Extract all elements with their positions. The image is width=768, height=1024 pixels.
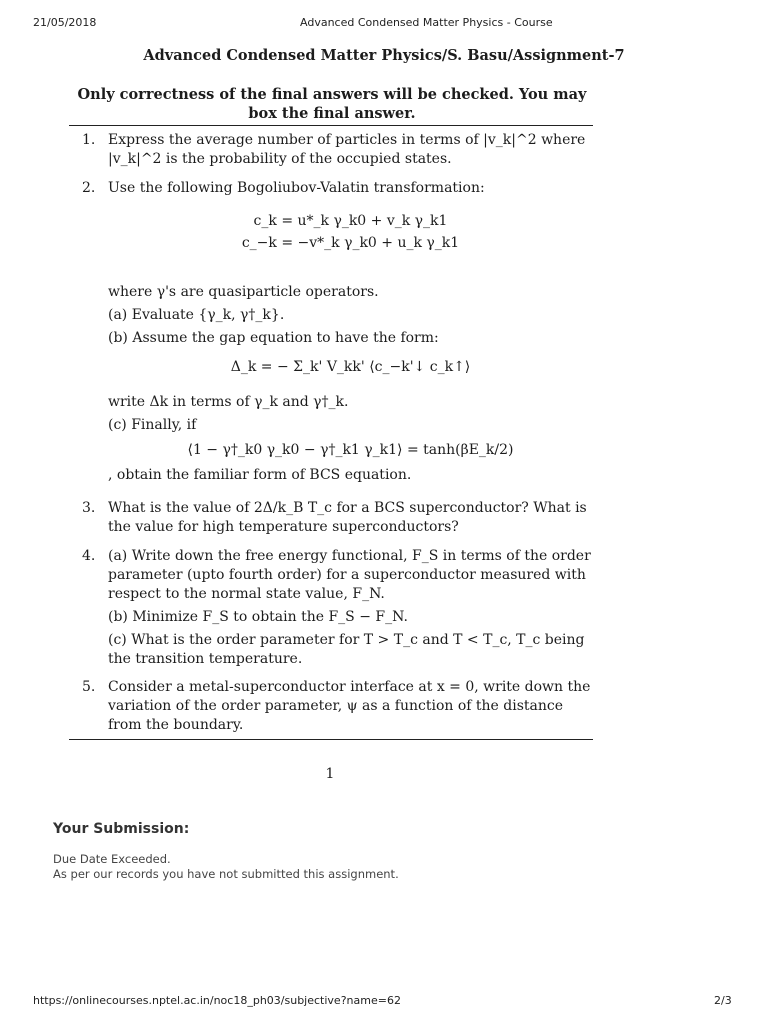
print-page-title: Advanced Condensed Matter Physics - Course <box>300 16 553 29</box>
question-part-b: (b) Minimize F_S to obtain the F_S − F_N. <box>108 609 408 625</box>
print-page-count: 2/3 <box>714 994 732 1007</box>
submission-heading: Your Submission: <box>53 821 190 837</box>
print-url: https://onlinecourses.nptel.ac.in/noc18_ph03/subjective?name=62 <box>33 994 401 1007</box>
gap-equation: Δ_k = − Σ_k' V_kk' ⟨c_−k'↓ c_k↑⟩ <box>230 359 471 375</box>
question-2 <box>82 179 593 485</box>
question-3 <box>82 499 593 537</box>
question-obtain: , obtain the familiar form of BCS equation. <box>108 467 412 483</box>
question-number: 2. <box>82 180 96 196</box>
question-text: Consider a metal-superconductor interface at x = 0, write down the variation of the order parameter, ψ as a function of the distance from the boundary. <box>108 679 591 733</box>
transformation-equation-1: c_k = u*_k γ_k0 + v_k γ_k1 <box>253 213 448 229</box>
bottom-rule <box>69 739 593 740</box>
question-number: 1. <box>82 132 96 148</box>
question-text: What is the value of 2Δ/k_B T_c for a BCS superconductor? What is the value for high temperature superconductors? <box>108 500 587 535</box>
question-where: where γ's are quasiparticle operators. <box>108 284 379 300</box>
submission-status: Due Date Exceeded. <box>53 852 171 866</box>
question-number: 3. <box>82 500 96 516</box>
question-intro: Use the following Bogoliubov-Valatin transformation: <box>108 180 485 196</box>
question-4 <box>82 547 593 669</box>
tanh-equation: ⟨1 − γ†_k0 γ_k0 − γ†_k1 γ_k1⟩ = tanh(βE_k/2) <box>187 442 514 458</box>
question-part-b: (b) Assume the gap equation to have the form: <box>108 330 439 346</box>
instruction-text: Only correctness of the final answers will be checked. You may box the final answer. <box>77 86 587 122</box>
question-number: 4. <box>82 548 96 564</box>
document-page-number: 1 <box>325 766 335 782</box>
question-5 <box>82 678 593 735</box>
question-part-c: (c) Finally, if <box>108 417 197 433</box>
top-rule <box>69 125 593 126</box>
transformation-equation-2: c_−k = −v*_k γ_k0 + u_k γ_k1 <box>241 235 460 251</box>
question-part-c: (c) What is the order parameter for T > T_c and T < T_c, T_c being the transition temperature. <box>108 632 585 667</box>
question-part-a: (a) Write down the free energy functional, F_S in terms of the order parameter (upto fourth order) for a superconductor measured with respect to the normal state value, F_N. <box>108 548 591 602</box>
question-write-delta: write Δk in terms of γ_k and γ†_k. <box>108 394 349 410</box>
question-1 <box>82 131 593 169</box>
submission-message: As per our records you have not submitted this assignment. <box>53 867 399 881</box>
print-date: 21/05/2018 <box>33 16 97 29</box>
question-part-a: (a) Evaluate {γ_k, γ†_k}. <box>108 307 285 323</box>
question-text: Express the average number of particles in terms of |v_k|^2 where |v_k|^2 is the probability of the occupied states. <box>108 132 586 167</box>
question-number: 5. <box>82 679 96 695</box>
document-title: Advanced Condensed Matter Physics/S. Basu/Assignment-7 <box>143 47 625 64</box>
